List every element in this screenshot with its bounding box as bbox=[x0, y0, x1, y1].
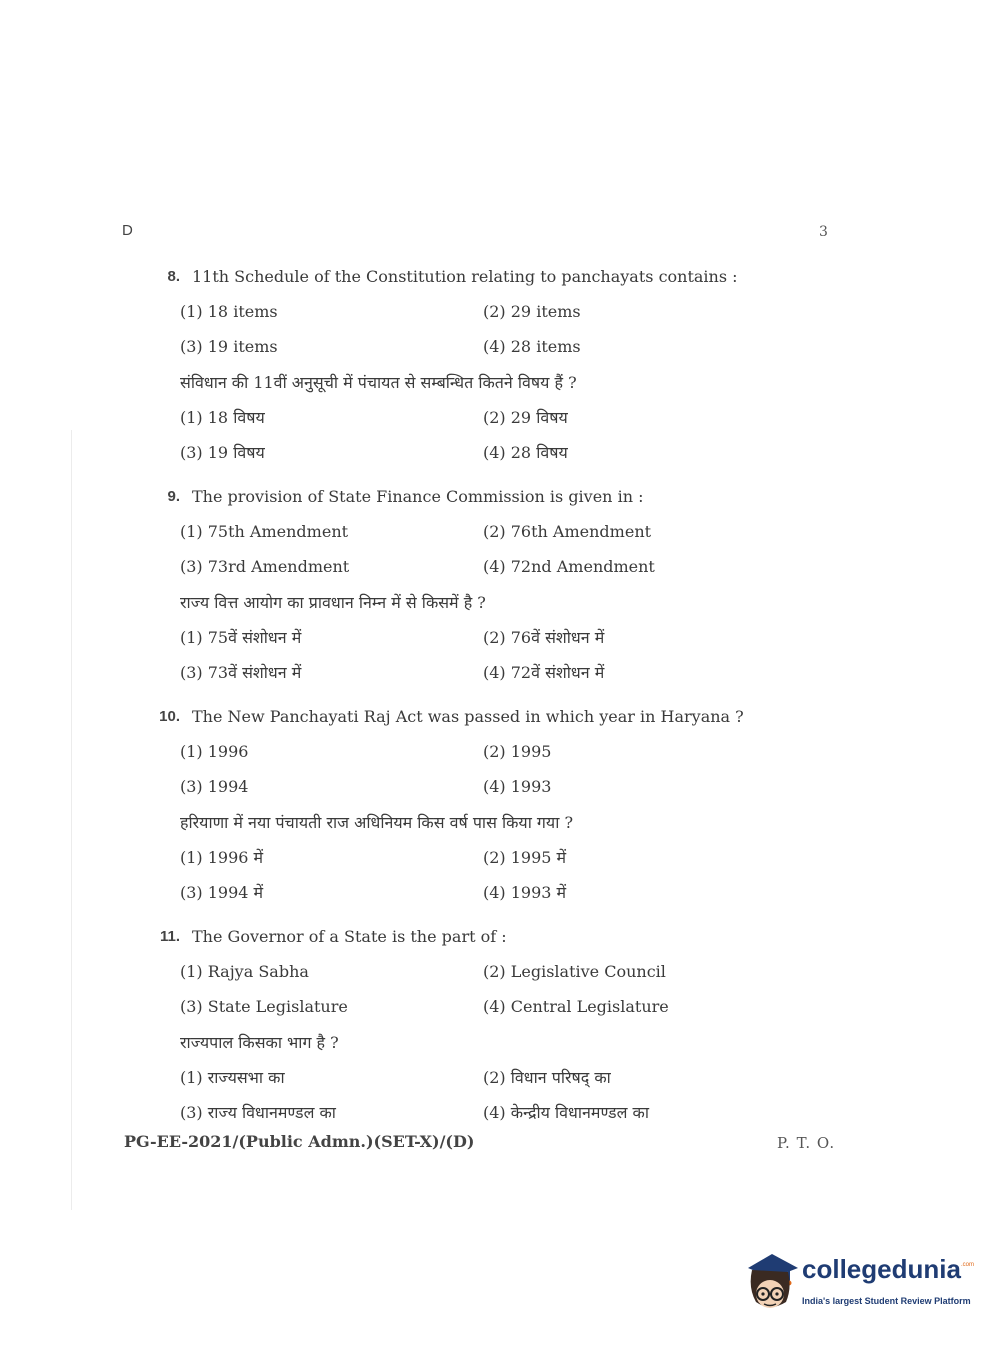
set-letter: D bbox=[122, 222, 133, 239]
options-row bbox=[140, 654, 840, 689]
question-row bbox=[140, 699, 840, 734]
brand-tagline: India's largest Student Review Platform bbox=[802, 1296, 971, 1306]
option: (2) 29 items bbox=[483, 302, 581, 321]
option: (4) केन्द्रीय विधानमण्डल का bbox=[483, 1102, 649, 1122]
options-row bbox=[140, 734, 840, 769]
options-row bbox=[140, 514, 840, 549]
question-text-en: The New Panchayati Raj Act was passed in which year in Haryana ? bbox=[192, 707, 744, 726]
option: (4) 28 items bbox=[483, 337, 581, 356]
option: (2) 29 विषय bbox=[483, 407, 568, 427]
mascot-icon bbox=[742, 1248, 800, 1314]
options-row bbox=[140, 329, 840, 364]
option: (2) 76वें संशोधन में bbox=[483, 627, 605, 647]
option: (1) राज्यसभा का bbox=[180, 1067, 285, 1087]
option: (2) 76th Amendment bbox=[483, 522, 652, 541]
question-9 bbox=[140, 479, 840, 689]
question-row bbox=[140, 479, 840, 514]
please-turn-over: P. T. O. bbox=[777, 1134, 836, 1152]
option: (3) 73rd Amendment bbox=[180, 557, 350, 576]
question-text-hi: संविधान की 11वीं अनुसूची में पंचायत से सम्बन्धित कितने विषय हैं ? bbox=[180, 372, 577, 392]
brand-suffix: .com bbox=[961, 1262, 975, 1268]
option: (2) 1995 में bbox=[483, 847, 567, 867]
options-row bbox=[140, 1059, 840, 1094]
options-row bbox=[140, 874, 840, 909]
option: (3) State Legislature bbox=[180, 997, 348, 1016]
question-10 bbox=[140, 699, 840, 909]
option: (4) 72nd Amendment bbox=[483, 557, 655, 576]
question-8 bbox=[140, 259, 840, 469]
option: (1) 18 items bbox=[180, 302, 278, 321]
question-text-en: 11th Schedule of the Constitution relating to panchayats contains : bbox=[192, 267, 738, 286]
page-number: 3 bbox=[819, 224, 828, 240]
options-row bbox=[140, 549, 840, 584]
options-row bbox=[140, 434, 840, 469]
option: (1) 75वें संशोधन में bbox=[180, 627, 302, 647]
question-number: 8. bbox=[167, 268, 180, 285]
option: (1) Rajya Sabha bbox=[180, 962, 309, 981]
question-number: 9. bbox=[167, 488, 180, 505]
question-row bbox=[140, 919, 840, 954]
paper-code: PG-EE-2021/(Public Admn.)(SET-X)/(D) bbox=[124, 1132, 475, 1151]
question-number: 10. bbox=[159, 708, 180, 725]
question-11 bbox=[140, 919, 840, 1129]
options-row bbox=[140, 294, 840, 329]
brand-name: collegedunia bbox=[802, 1254, 961, 1284]
question-text-hi: राज्य वित्त आयोग का प्रावधान निम्न में से किसमें है ? bbox=[180, 592, 486, 612]
options-row bbox=[140, 399, 840, 434]
question-text-hi: राज्यपाल किसका भाग है ? bbox=[180, 1032, 339, 1052]
question-row bbox=[140, 259, 840, 294]
page-margin-line bbox=[71, 430, 72, 1210]
option: (3) राज्य विधानमण्डल का bbox=[180, 1102, 336, 1122]
option: (3) 19 विषय bbox=[180, 442, 265, 462]
question-text-en: The provision of State Finance Commission is given in : bbox=[192, 487, 644, 506]
question-text-hi: हरियाणा में नया पंचायती राज अधिनियम किस वर्ष पास किया गया ? bbox=[180, 812, 574, 832]
option: (1) 1996 में bbox=[180, 847, 264, 867]
question-number: 11. bbox=[159, 928, 180, 945]
question-text-en: The Governor of a State is the part of : bbox=[192, 927, 507, 946]
option: (2) विधान परिषद् का bbox=[483, 1067, 611, 1087]
option: (3) 73वें संशोधन में bbox=[180, 662, 302, 682]
option: (1) 75th Amendment bbox=[180, 522, 349, 541]
option: (4) 1993 में bbox=[483, 882, 567, 902]
options-row bbox=[140, 954, 840, 989]
options-row bbox=[140, 1094, 840, 1129]
collegedunia-logo bbox=[742, 1248, 975, 1314]
option: (3) 1994 bbox=[180, 777, 249, 796]
options-row bbox=[140, 769, 840, 804]
option: (3) 1994 में bbox=[180, 882, 264, 902]
option: (2) Legislative Council bbox=[483, 962, 666, 981]
option: (1) 1996 bbox=[180, 742, 249, 761]
option: (4) 72वें संशोधन में bbox=[483, 662, 605, 682]
options-row bbox=[140, 619, 840, 654]
option: (2) 1995 bbox=[483, 742, 552, 761]
option: (1) 18 विषय bbox=[180, 407, 265, 427]
option: (4) Central Legislature bbox=[483, 997, 669, 1016]
option: (4) 1993 bbox=[483, 777, 552, 796]
option: (3) 19 items bbox=[180, 337, 278, 356]
option: (4) 28 विषय bbox=[483, 442, 568, 462]
options-row bbox=[140, 989, 840, 1024]
options-row bbox=[140, 839, 840, 874]
